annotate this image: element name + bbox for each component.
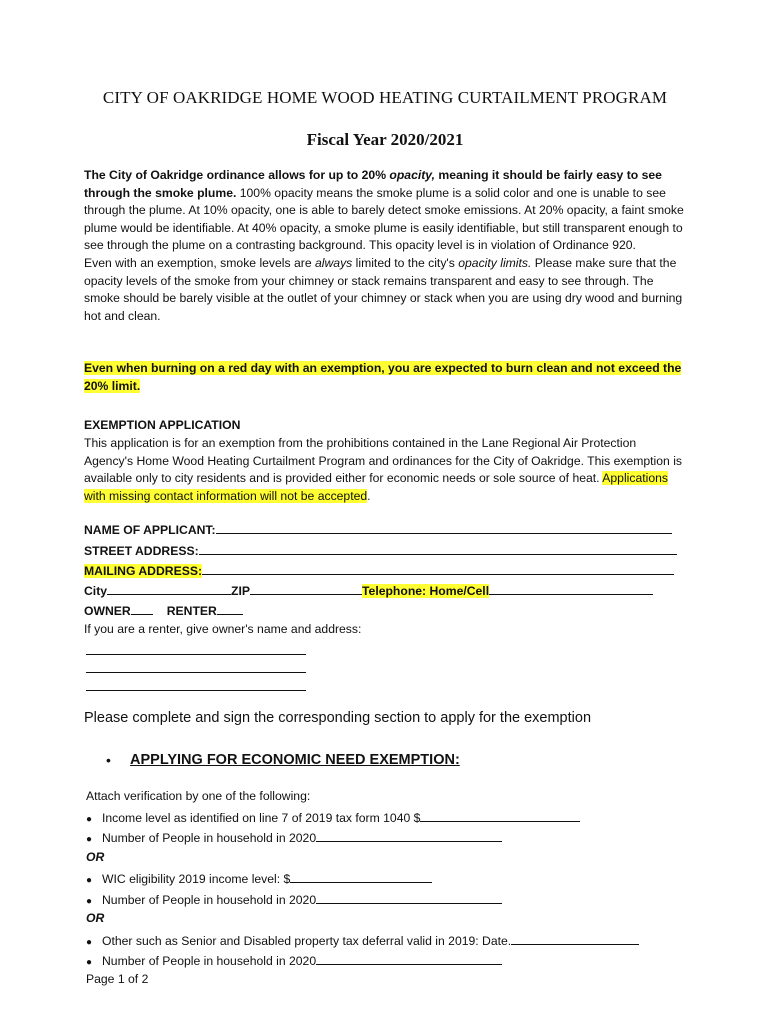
owner-address-line-1[interactable] bbox=[86, 654, 306, 655]
fiscal-year-subtitle: Fiscal Year 2020/2021 bbox=[306, 130, 464, 149]
attach-instruction: Attach verification by one of the following: bbox=[86, 789, 311, 803]
income-level-item[interactable]: ● Income level as identified on line 7 of 2019 tax form 1040 $ bbox=[86, 809, 580, 825]
complete-instruction: Please complete and sign the corresponding section to apply for the exemption bbox=[84, 710, 592, 726]
page-title: CITY OF OAKRIDGE HOME WOOD HEATING CURTAILMENT PROGRAM bbox=[102, 88, 668, 107]
exemption-paragraph: This application is for an exemption from the prohibitions contained in the Lane Regional Air Protection Agency's Home Wood Heating Curtailment Program and ordinances for the City of Oakridge. This exemption is available only to city residents and is provided either for economic needs or sole source of heat. Applications with missing contact information will not be accepted. bbox=[84, 436, 682, 503]
intro-paragraph: The City of Oakridge ordinance allows for up to 20% opacity, meaning it should be fairly easy to see through the smoke plume. 100% opacity means the smoke plume is a solid color and one is unable to see through the plume. At 10% opacity, one is able to barely detect smoke emissions. At 20% opacity, a faint smoke plume would be identifiable. At 40% opacity, a smoke plume is easily identifiable, but still transparent enough to see through the plume on a contrasting background. This opacity level is in violation of Ordinance 920. Even with an exemption, smoke levels are always limited to the city's opacity limits. Please make sure that the opacity levels of the smoke from your chimney or stack remains transparent and easy to see through. The smoke should be barely visible at the outlet of your chimney or stack when you are using dry wood and burning hot and clean. bbox=[84, 168, 684, 323]
household-count-item-3[interactable]: ● Number of People in household in 2020 bbox=[86, 952, 502, 968]
wic-eligibility-item[interactable]: ● WIC eligibility 2019 income level: $ bbox=[86, 870, 432, 886]
owner-address-line-3[interactable] bbox=[86, 690, 306, 691]
senior-deferral-item[interactable]: ● Other such as Senior and Disabled property tax deferral valid in 2019: Date. bbox=[86, 932, 639, 948]
exemption-heading: EXEMPTION APPLICATION bbox=[84, 418, 241, 432]
renter-note: If you are a renter, give owner's name and address: bbox=[84, 622, 362, 636]
burn-clean-warning: Even when burning on a red day with an exemption, you are expected to burn clean and not exceed the 20% limit. bbox=[84, 361, 682, 393]
household-count-item-1[interactable]: ● Number of People in household in 2020 bbox=[86, 829, 502, 845]
or-separator-2: OR bbox=[86, 911, 105, 925]
economic-need-heading: APPLYING FOR ECONOMIC NEED EXEMPTION: bbox=[130, 752, 460, 768]
owner-address-line-2[interactable] bbox=[86, 672, 306, 673]
or-separator-1: OR bbox=[86, 850, 105, 864]
street-address-field[interactable]: STREET ADDRESS: bbox=[84, 542, 677, 558]
economic-heading-bullet: • bbox=[106, 752, 111, 768]
mailing-address-field[interactable]: MAILING ADDRESS: bbox=[84, 562, 674, 578]
page-number: Page 1 of 2 bbox=[86, 972, 149, 986]
applicant-name-field[interactable]: NAME OF APPLICANT: bbox=[84, 521, 672, 537]
owner-renter-field[interactable]: OWNER RENTER bbox=[84, 602, 243, 618]
city-zip-phone-field[interactable]: City ZIP Telephone: Home/Cell bbox=[84, 582, 653, 598]
household-count-item-2[interactable]: ● Number of People in household in 2020 bbox=[86, 891, 502, 907]
